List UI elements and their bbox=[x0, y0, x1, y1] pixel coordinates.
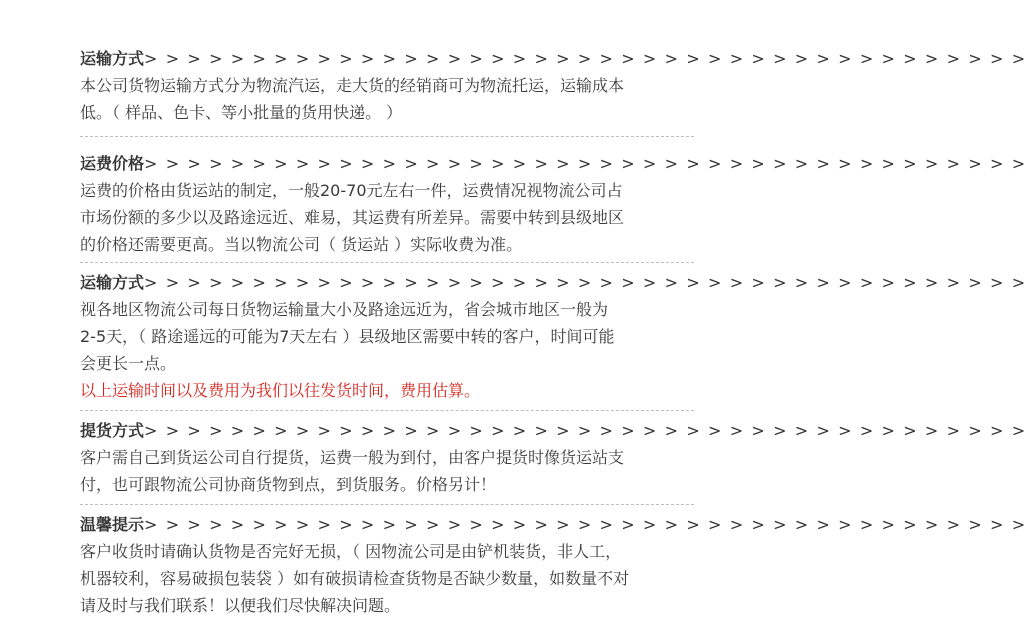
section-shipping-cost bbox=[80, 151, 1027, 258]
section-heading bbox=[80, 151, 1027, 177]
section-delivery-time bbox=[80, 270, 1027, 404]
section-text-line: 机器较利，容易破损包装袋 ）如有破损请检查货物是否缺少数量，如数量不对 bbox=[80, 569, 630, 588]
section-text-line: 2-5天，（ 路途遥远的可能为7天左右 ）县级地区需要中转的客户，时间可能 bbox=[80, 327, 615, 346]
section-title: 提货方式 bbox=[80, 421, 145, 440]
dashed-divider bbox=[80, 262, 694, 263]
section-text-line: 付，也可跟物流公司协商货物到点，到货服务。价格另计！ bbox=[80, 475, 497, 494]
section-title: 运费价格 bbox=[80, 154, 145, 173]
arrow-decoration: > > > > > > > > > > > > > > > > > > > > > > > > > > > > > > > > > > > > > > > > > bbox=[144, 49, 1027, 68]
section-shipping-method bbox=[80, 46, 1027, 126]
section-heading bbox=[80, 270, 1027, 296]
section-heading bbox=[80, 418, 1027, 444]
dashed-divider bbox=[80, 410, 694, 411]
section-text-line: 本公司货物运输方式分为物流汽运，走大货的经销商可为物流托运，运输成本 bbox=[80, 76, 625, 95]
arrow-decoration: > > > > > > > > > > > > > > > > > > > > > > > > > > > > > > > > > > > > > > > > > bbox=[144, 515, 1027, 534]
section-heading bbox=[80, 46, 1027, 72]
arrow-decoration: > > > > > > > > > > > > > > > > > > > > > > > > > > > > > > > > > > > > > > > > > bbox=[144, 273, 1027, 292]
dashed-divider bbox=[80, 136, 694, 137]
section-pickup-method bbox=[80, 418, 1027, 498]
section-text-line: 请及时与我们联系！以便我们尽快解决问题。 bbox=[80, 596, 401, 615]
section-text-line: 会更长一点。 bbox=[80, 354, 177, 373]
shipping-info bbox=[80, 46, 1027, 619]
section-title: 运输方式 bbox=[80, 273, 145, 292]
section-text-line: 低。（ 样品、色卡、等小批量的货用快递。 ） bbox=[80, 103, 403, 122]
arrow-decoration: > > > > > > > > > > > > > > > > > > > > > > > > > > > > > > > > > > > > > > > > > bbox=[144, 154, 1027, 173]
section-text-line: 的价格还需要更高。当以物流公司（ 货运站 ）实际收费为准。 bbox=[80, 235, 523, 254]
section-friendly-reminder bbox=[80, 512, 1027, 619]
section-text-line: 视各地区物流公司每日货物运输量大小及路途远近为，省会城市地区一般为 bbox=[80, 300, 609, 319]
section-heading bbox=[80, 512, 1027, 538]
dashed-divider bbox=[80, 504, 694, 505]
section-title: 运输方式 bbox=[80, 49, 145, 68]
section-title: 温馨提示 bbox=[80, 515, 145, 534]
section-text-line: 客户收货时请确认货物是否完好无损，（ 因物流公司是由铲机装货，非人工， bbox=[80, 542, 622, 561]
arrow-decoration: > > > > > > > > > > > > > > > > > > > > > > > > > > > > > > > > > > > > > > > > > bbox=[144, 421, 1027, 440]
section-text-line: 市场份额的多少以及路途远近、难易，其运费有所差异。需要中转到县级地区 bbox=[80, 208, 625, 227]
section-text-line: 客户需自己到货运公司自行提货，运费一般为到付，由客户提货时像货运站支 bbox=[80, 448, 625, 467]
section-text-line: 运费的价格由货运站的制定，一般20-70元左右一件，运费情况视物流公司占 bbox=[80, 181, 623, 200]
estimate-note: 以上运输时间以及费用为我们以往发货时间，费用估算。 bbox=[80, 381, 481, 400]
